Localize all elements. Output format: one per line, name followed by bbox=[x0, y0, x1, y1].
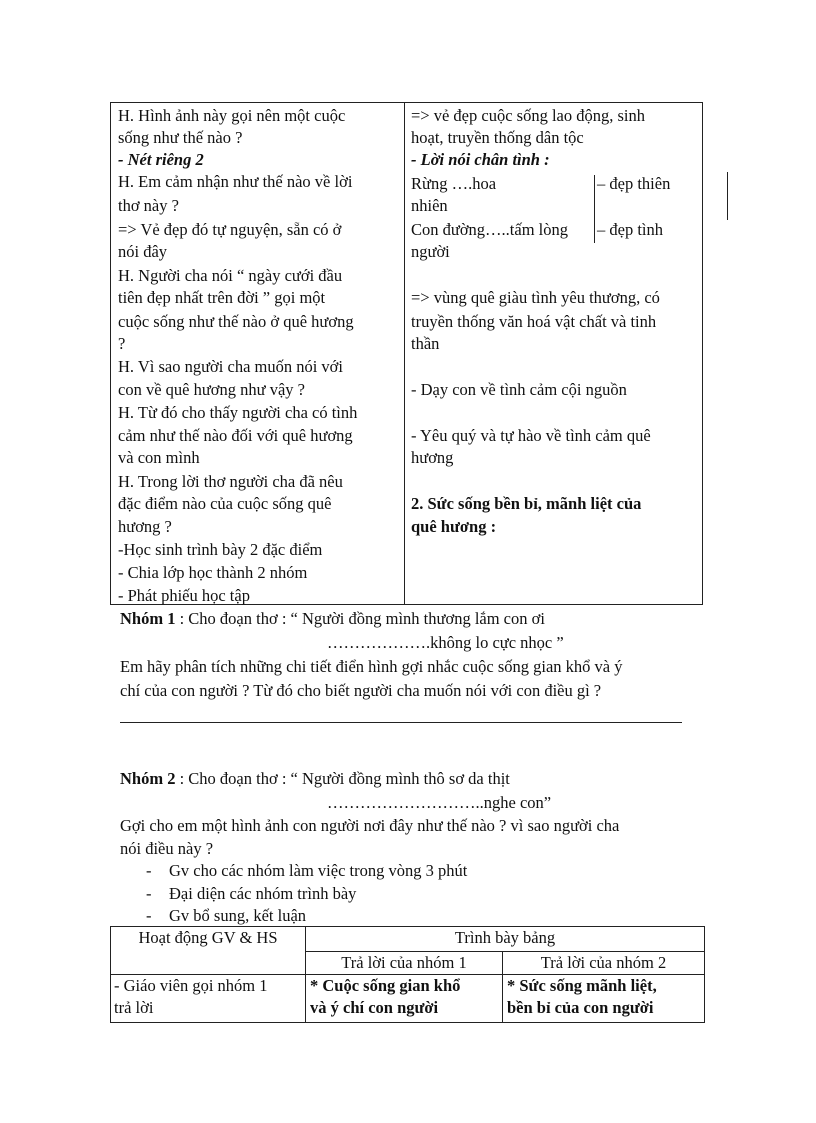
left-line: -Học sinh trình bày 2 đặc điểm bbox=[118, 540, 323, 559]
right-line: hoạt, truyền thống dân tộc bbox=[411, 128, 584, 147]
group1-question: chí của con người ? Từ đó cho biết người cha muốn nói với con điều gì ? bbox=[120, 681, 602, 700]
header-activity: Hoạt động GV & HS bbox=[111, 927, 306, 975]
group2-poem-line: ………………………..nghe con” bbox=[327, 793, 552, 812]
column-divider bbox=[404, 103, 405, 604]
section-heading: 2. Sức sống bền bỉ, mãnh liệt của bbox=[411, 494, 642, 513]
pair-right: – đẹp thiên bbox=[597, 174, 671, 193]
left-line: sống như thế nào ? bbox=[118, 128, 243, 147]
bullet-dash: - bbox=[146, 884, 152, 903]
left-line: con về quê hương như vậy ? bbox=[118, 380, 305, 399]
left-line: và con mình bbox=[118, 448, 200, 467]
section-heading: quê hương : bbox=[411, 517, 497, 536]
group2-intro-text: : Cho đoạn thơ : “ Người đồng mình thô sơ da thịt bbox=[175, 769, 510, 788]
subheader-group1: Trả lời của nhóm 1 bbox=[306, 952, 503, 975]
margin-mark bbox=[727, 172, 728, 220]
left-line: H. Vì sao người cha muốn nói với bbox=[118, 357, 343, 376]
right-line: truyền thống văn hoá vật chất và tinh bbox=[411, 312, 657, 331]
left-line: H. Em cảm nhận như thế nào về lời bbox=[118, 172, 353, 191]
bullet-item: Gv bổ sung, kết luận bbox=[169, 906, 307, 925]
cell-group2-answer bbox=[503, 975, 705, 1023]
answer-line bbox=[120, 722, 682, 723]
group1-poem-line: ……………….không lo cực nhọc ” bbox=[327, 633, 564, 652]
right-line: - Yêu quý và tự hào về tình cảm quê bbox=[411, 426, 651, 445]
right-line: => vùng quê giàu tình yêu thương, có bbox=[411, 288, 660, 307]
left-line: hương ? bbox=[118, 517, 172, 536]
right-line: - Dạy con về tình cảm cội nguồn bbox=[411, 380, 627, 399]
left-line: cảm như thế nào đối với quê hương bbox=[118, 426, 353, 445]
left-line: H. Từ đó cho thấy người cha có tình bbox=[118, 403, 358, 422]
group2-question: Gợi cho em một hình ảnh con người nơi đây như thế nào ? vì sao người cha bbox=[120, 816, 620, 835]
group2-question: nói điều này ? bbox=[120, 839, 214, 858]
subheader-group2: Trả lời của nhóm 2 bbox=[503, 952, 705, 975]
right-line: hương bbox=[411, 448, 454, 467]
right-line: thần bbox=[411, 334, 440, 353]
left-line: - Chia lớp học thành 2 nhóm bbox=[118, 563, 308, 582]
left-line: => Vẻ đẹp đó tự nguyện, sẵn có ở bbox=[118, 220, 342, 239]
pair-right: – đẹp tình bbox=[597, 220, 663, 239]
bullet-dash: - bbox=[146, 906, 152, 925]
group2-intro bbox=[120, 768, 510, 790]
cell-group1-answer bbox=[306, 975, 503, 1023]
pair-left: người bbox=[411, 242, 450, 261]
pair-left: Con đường…..tấm lòng bbox=[411, 220, 568, 239]
bullet-dash: - bbox=[146, 861, 152, 880]
left-line: cuộc sống như thế nào ở quê hương bbox=[118, 312, 354, 331]
group1-question: Em hãy phân tích những chi tiết điển hình gợi nhắc cuộc sống gian khổ và ý bbox=[120, 657, 623, 676]
left-line: nói đây bbox=[118, 242, 168, 261]
bullet-item: Đại diện các nhóm trình bày bbox=[169, 884, 357, 903]
cell-line: * Cuộc sống gian khổ bbox=[310, 976, 461, 995]
group1-intro-text: : Cho đoạn thơ : “ Người đồng mình thương lắm con ơi bbox=[175, 609, 545, 628]
left-line: thơ này ? bbox=[118, 196, 179, 215]
cell-line: bền bỉ của con người bbox=[507, 998, 654, 1017]
left-line: H. Trong lời thơ người cha đã nêu bbox=[118, 472, 343, 491]
section-heading: - Lời nói chân tình : bbox=[411, 150, 550, 169]
left-line: ? bbox=[118, 334, 126, 353]
cell-line: - Giáo viên gọi nhóm 1 bbox=[114, 976, 268, 995]
bottom-table bbox=[110, 926, 705, 1023]
group1-label: Nhóm 1 bbox=[120, 609, 176, 628]
left-line: H. Người cha nói “ ngày cưới đầu bbox=[118, 266, 343, 285]
left-line: - Phát phiếu học tập bbox=[118, 586, 250, 605]
left-line: H. Hình ảnh này gọi nên một cuộc bbox=[118, 106, 346, 125]
cell-line: trả lời bbox=[114, 998, 154, 1017]
bullet-item: Gv cho các nhóm làm việc trong vòng 3 phút bbox=[169, 861, 468, 880]
group1-intro bbox=[120, 608, 545, 630]
right-line: => vẻ đẹp cuộc sống lao động, sinh bbox=[411, 106, 645, 125]
section-heading: - Nét riêng 2 bbox=[118, 150, 204, 169]
top-table bbox=[110, 102, 703, 605]
pair-left: nhiên bbox=[411, 196, 448, 215]
pair-left: Rừng ….hoa bbox=[411, 174, 497, 193]
cell-line: và ý chí con người bbox=[310, 998, 439, 1017]
left-line: đặc điểm nào của cuộc sống quê bbox=[118, 494, 332, 513]
cell-teacher-activity bbox=[111, 975, 306, 1023]
header-board: Trình bày bảng bbox=[306, 927, 705, 952]
left-line: tiên đẹp nhất trên đời ” gọi một bbox=[118, 288, 326, 307]
bracket-line bbox=[594, 175, 595, 243]
cell-line: * Sức sống mãnh liệt, bbox=[507, 976, 657, 995]
group2-label: Nhóm 2 bbox=[120, 769, 176, 788]
